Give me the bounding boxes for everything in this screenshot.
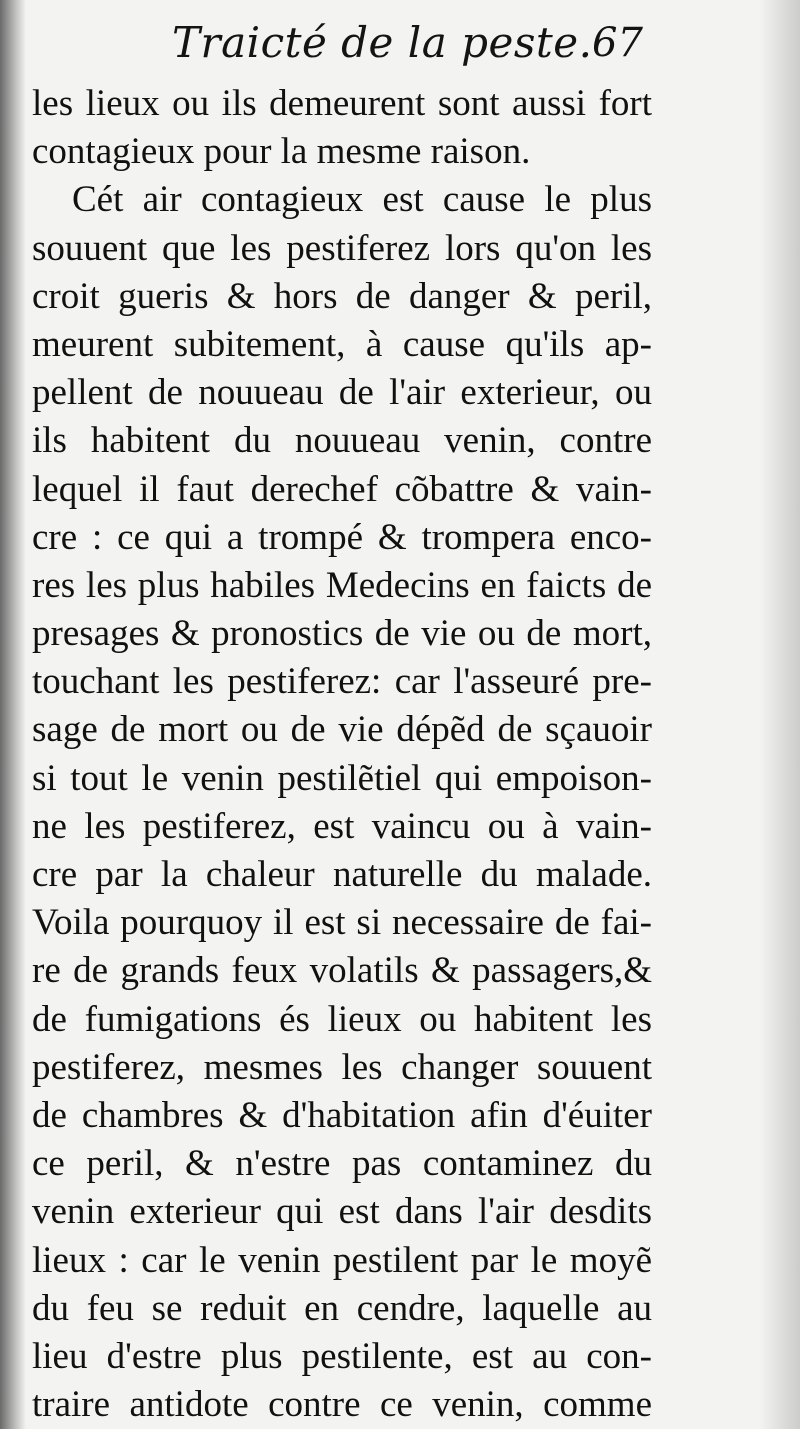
body-text — [32, 80, 652, 1429]
text-line: venin exterieur qui est dans l'air desdits — [32, 1191, 652, 1233]
text-line: ce peril, & n'estre pas contaminez du — [32, 1143, 652, 1185]
text-line: ils habitent du nouueau venin, contre — [32, 420, 652, 462]
text-line: les lieux ou ils demeurent sont aussi fort — [32, 83, 652, 124]
text-line: sage de mort ou de vie dépẽd de sçauoir — [32, 709, 652, 751]
text-line: lieux : car le venin pestilent par le moyẽ — [32, 1239, 652, 1281]
text-line: traire antidote contre ce venin, comme — [32, 1384, 652, 1426]
text-line: meurent subitement, à cause qu'ils ap- — [32, 323, 652, 365]
text-line: souuent que les pestiferez lors qu'on les — [32, 227, 652, 269]
page-number: 67 — [592, 20, 643, 66]
text-line: du feu se reduit en cendre, laquelle au — [32, 1287, 652, 1329]
text-line: Voila pourquoy il est si necessaire de fai- — [32, 902, 652, 944]
text-line: croit gueris & hors de danger & peril, — [32, 275, 652, 317]
text-line: pestiferez, mesmes les changer souuent — [32, 1046, 652, 1088]
page-header — [0, 14, 800, 74]
text-line: de chambres & d'habitation afin d'éuiter — [32, 1094, 652, 1136]
text-line: res les plus habiles Medecins en faicts de — [32, 564, 652, 606]
text-line: presages & pronostics de vie ou de mort, — [32, 613, 652, 655]
text-line: contagieux pour la mesme raison. — [32, 131, 531, 173]
running-title: Traicté de la peste. — [172, 18, 593, 67]
text-line: si tout le venin pestilẽtiel qui empoison- — [32, 757, 652, 799]
text-line: cre par la chaleur naturelle du malade. — [32, 854, 652, 895]
text-line: pellent de nouueau de l'air exterieur, ou — [32, 372, 652, 414]
text-line: touchant les pestiferez: car l'asseuré pre- — [32, 661, 652, 703]
text-line: cre : ce qui a trompé & trompera enco- — [32, 516, 652, 558]
text-line: ne les pestiferez, est vaincu ou à vain- — [32, 805, 652, 847]
text-line: de fumigations és lieux ou habitent les — [32, 998, 652, 1040]
text-line: lieu d'estre plus pestilente, est au con- — [32, 1335, 652, 1377]
text-line: lequel il faut derechef cõbattre & vain- — [32, 468, 652, 510]
text-line: re de grands feux volatils & passagers,& — [32, 950, 652, 992]
paragraph-start-line: Cét air contagieux est cause le plus — [72, 179, 652, 221]
